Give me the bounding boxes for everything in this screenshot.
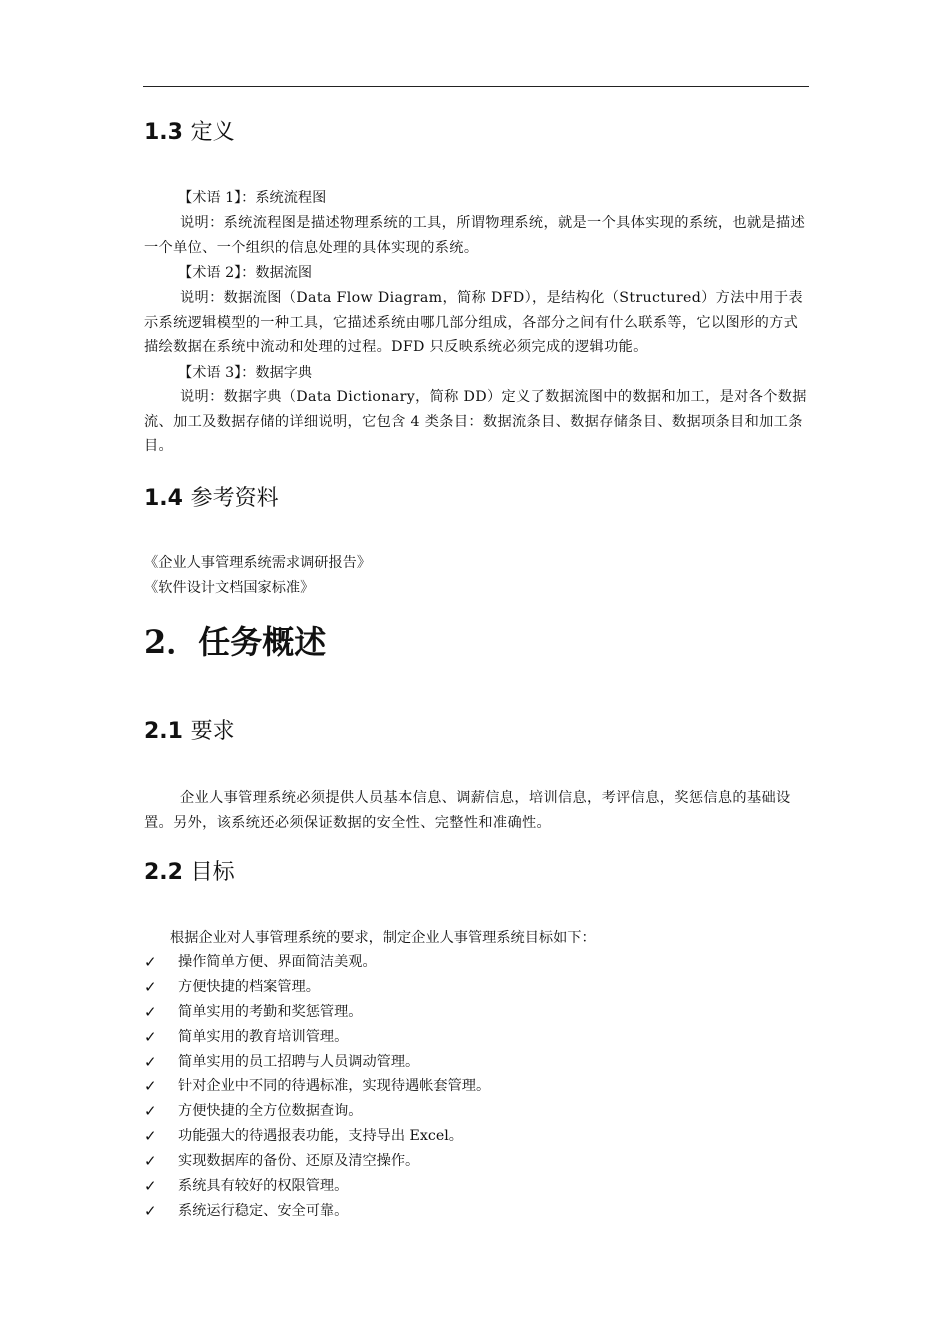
check-icon: ✓ [144, 1102, 157, 1121]
section-title: 定义 [190, 120, 235, 145]
reference-item: 《企业人事管理系统需求调研报告》 [144, 555, 372, 571]
goals-intro: 根据企业对人事管理系统的要求，制定企业人事管理系统目标如下： [170, 930, 596, 946]
check-icon: ✓ [144, 1027, 157, 1046]
section-number: 2.1 [144, 719, 183, 744]
chapter-heading-2 [144, 622, 326, 662]
goal-text: 针对企业中不同的待遇标准，实现待遇帐套管理。 [178, 1078, 491, 1095]
check-icon: ✓ [144, 1177, 157, 1196]
section-number: 1.3 [144, 120, 183, 145]
section-title: 要求 [190, 719, 235, 744]
check-icon: ✓ [144, 953, 157, 971]
section-title: 参考资料 [190, 486, 279, 511]
term-3-label: 【术语 3】：数据字典 [178, 365, 313, 381]
goal-text: 操作简单方便、界面简洁美观。 [178, 954, 377, 970]
section-number: 2.2 [144, 860, 183, 885]
check-icon: ✓ [144, 1002, 157, 1021]
goal-text: 实现数据库的备份、还原及清空操作。 [178, 1153, 420, 1170]
goal-text: 系统具有较好的权限管理。 [178, 1178, 349, 1195]
chapter-title: ．任务概述 [166, 623, 327, 661]
check-icon: ✓ [144, 1077, 157, 1096]
term-2-description: 说明：数据流图（Data Flow Diagram，简称 DFD），是结构化（Structured）方法中用于表示系统逻辑模型的一种工具，它描述系统由哪几部分组成，各部分之间有什么联系等，它以图形的方式描绘数据在系统中流动和处理的过程。DFD 只反映系统必须完成的逻辑功能。 [144, 290, 803, 355]
reference-item: 《软件设计文档国家标准》 [144, 580, 315, 596]
check-icon: ✓ [144, 1201, 157, 1220]
goal-text: 功能强大的待遇报表功能，支持导出 Excel。 [178, 1128, 463, 1145]
section-heading-2-2 [144, 859, 235, 887]
term-1-description: 说明：系统流程图是描述物理系统的工具，所谓物理系统，就是一个具体实现的系统，也就是描述一个单位、一个组织的信息处理的具体实现的系统。 [144, 215, 806, 256]
requirements-paragraph: 企业人事管理系统必须提供人员基本信息、调薪信息，培训信息，考评信息，奖惩信息的基础设置。另外，该系统还必须保证数据的安全性、完整性和准确性。 [144, 790, 791, 831]
goal-text: 系统运行稳定、安全可靠。 [178, 1202, 349, 1219]
goal-text: 简单实用的员工招聘与人员调动管理。 [178, 1053, 420, 1070]
check-icon: ✓ [144, 1127, 157, 1146]
section-number: 1.4 [144, 486, 183, 511]
section-heading-1-3 [144, 119, 235, 147]
term-1-label: 【术语 1】：系统流程图 [178, 190, 327, 206]
chapter-number: 2 [144, 623, 167, 661]
header-rule [143, 86, 809, 87]
check-icon: ✓ [144, 1152, 157, 1171]
check-icon: ✓ [144, 1052, 157, 1071]
section-title: 目标 [190, 860, 235, 885]
goal-text: 方便快捷的档案管理。 [178, 978, 320, 995]
goal-text: 方便快捷的全方位数据查询。 [178, 1103, 363, 1120]
term-2-label: 【术语 2】：数据流图 [178, 265, 313, 281]
check-icon: ✓ [144, 977, 157, 996]
term-3-description: 说明：数据字典（Data Dictionary，简称 DD）定义了数据流图中的数据和加工，是对各个数据流、加工及数据存储的详细说明，它包含 4 类条目：数据流条目、数据存储条目、数据项条目和加工条目。 [144, 389, 807, 454]
goal-text: 简单实用的教育培训管理。 [178, 1028, 349, 1045]
section-heading-1-4 [144, 485, 279, 513]
goal-text: 简单实用的考勤和奖惩管理。 [178, 1003, 363, 1020]
section-heading-2-1 [144, 718, 235, 746]
